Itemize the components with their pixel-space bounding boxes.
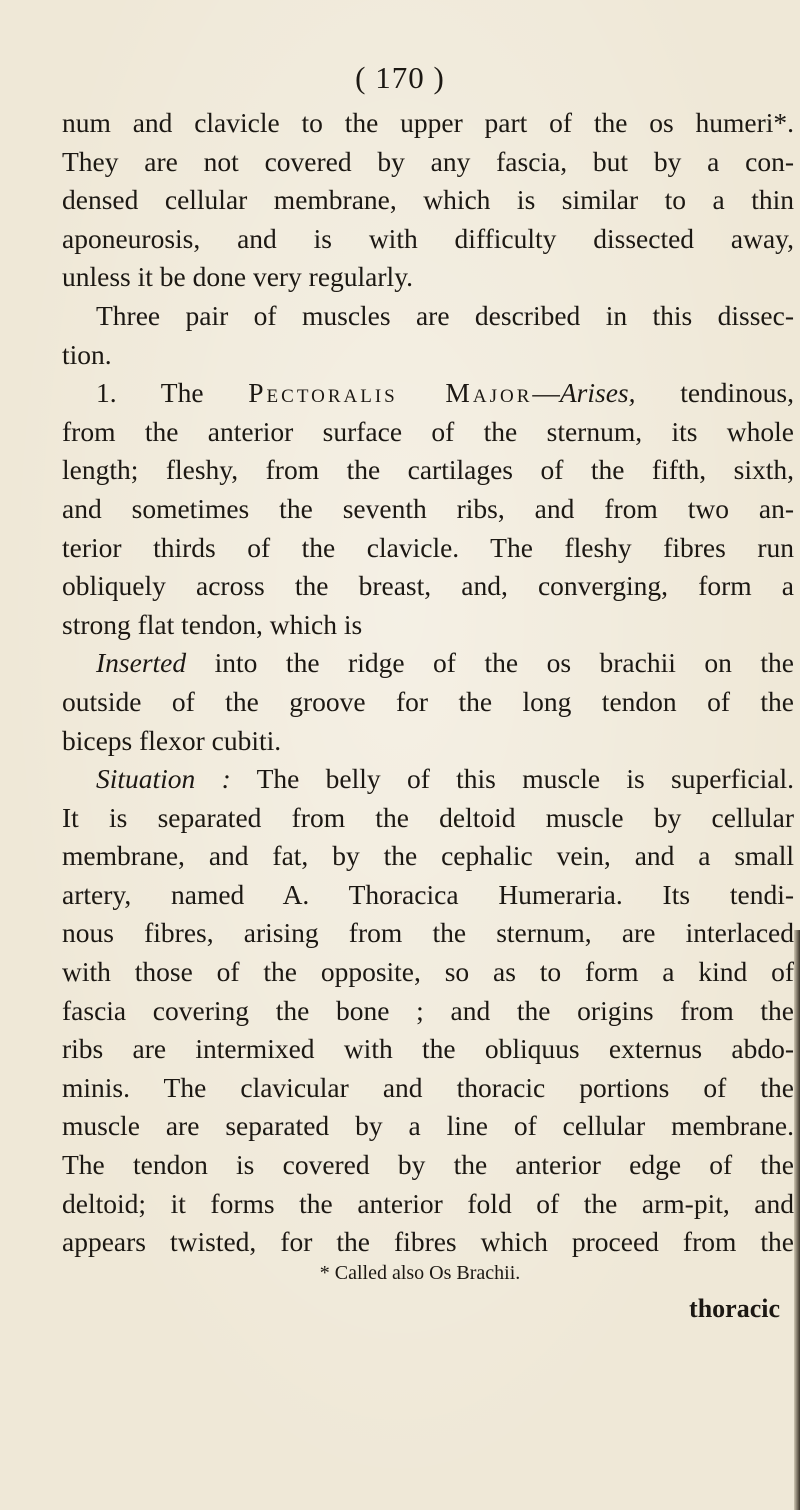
text-line: deltoid; it forms the anterior fold of the arm-pit, and	[62, 1187, 794, 1219]
footnote: * Called also Os Brachii.	[319, 1262, 521, 1284]
section-number: 1. The	[96, 377, 204, 409]
text-line: appears twisted, for the fibres which proceed from the	[62, 1226, 794, 1258]
inserted-heading: Inserted	[96, 647, 187, 679]
text-line: outside of the groove for the long tendon of the	[62, 685, 794, 717]
text-fragment: tendinous,	[680, 377, 795, 409]
text-line: muscle are separated by a line of cellular membrane.	[62, 1110, 794, 1142]
text-fragment: into the ridge of the os brachii on the	[214, 647, 794, 679]
page-number: ( 170 )	[355, 60, 445, 95]
text-line: with those of the opposite, so as to form a kind of	[62, 956, 794, 988]
arises-heading: Arises,	[559, 377, 636, 409]
text-line: tion.	[62, 338, 112, 370]
text-line: Three pair of muscles are described in this dissec-	[96, 299, 794, 331]
text-line: artery, named A. Thoracica Humeraria. Its tendi-	[62, 878, 794, 910]
text-line: unless it be done very regularly.	[62, 261, 414, 293]
situation-heading: Situation :	[96, 763, 231, 795]
text-line: strong flat tendon, which is	[62, 608, 363, 640]
text-line: ribs are intermixed with the obliquus externus abdo-	[62, 1033, 794, 1065]
body-text	[62, 104, 794, 1262]
dash: —	[532, 377, 560, 409]
text-line: It is separated from the deltoid muscle by cellular	[62, 801, 794, 833]
text-line: length; fleshy, from the cartilages of the fifth, sixth,	[62, 454, 794, 486]
text-line: The tendon is covered by the anterior edge of the	[62, 1149, 794, 1181]
text-line: nous fibres, arising from the sternum, are interlaced	[62, 917, 794, 949]
text-line	[62, 374, 794, 413]
text-line: densed cellular membrane, which is similar to a thin	[62, 184, 794, 216]
text-fragment: The belly of this muscle is superficial.	[256, 763, 794, 795]
text-line: from the anterior surface of the sternum, its whole	[62, 415, 794, 447]
text-line: minis. The clavicular and thoracic portions of the	[62, 1071, 794, 1103]
text-line: obliquely across the breast, and, converging, form a	[62, 570, 794, 602]
catchword: thoracic	[689, 1294, 780, 1323]
text-line: aponeurosis, and is with difficulty dissected away,	[62, 222, 794, 254]
page-edge-shadow	[794, 930, 800, 1510]
text-line: fascia covering the bone ; and the origins from the	[62, 994, 794, 1026]
text-line: and sometimes the seventh ribs, and from two an-	[62, 492, 794, 524]
muscle-name: Pectoralis Major	[248, 377, 533, 409]
text-line: biceps flexor cubiti.	[62, 724, 282, 756]
text-line: They are not covered by any fascia, but by a con-	[62, 145, 794, 177]
text-line: terior thirds of the clavicle. The fleshy fibres run	[62, 531, 794, 563]
text-line: num and clavicle to the upper part of the os humeri*.	[62, 107, 794, 138]
text-line	[62, 644, 794, 683]
text-line: membrane, and fat, by the cephalic vein, and a small	[62, 840, 794, 872]
text-line	[62, 760, 794, 799]
